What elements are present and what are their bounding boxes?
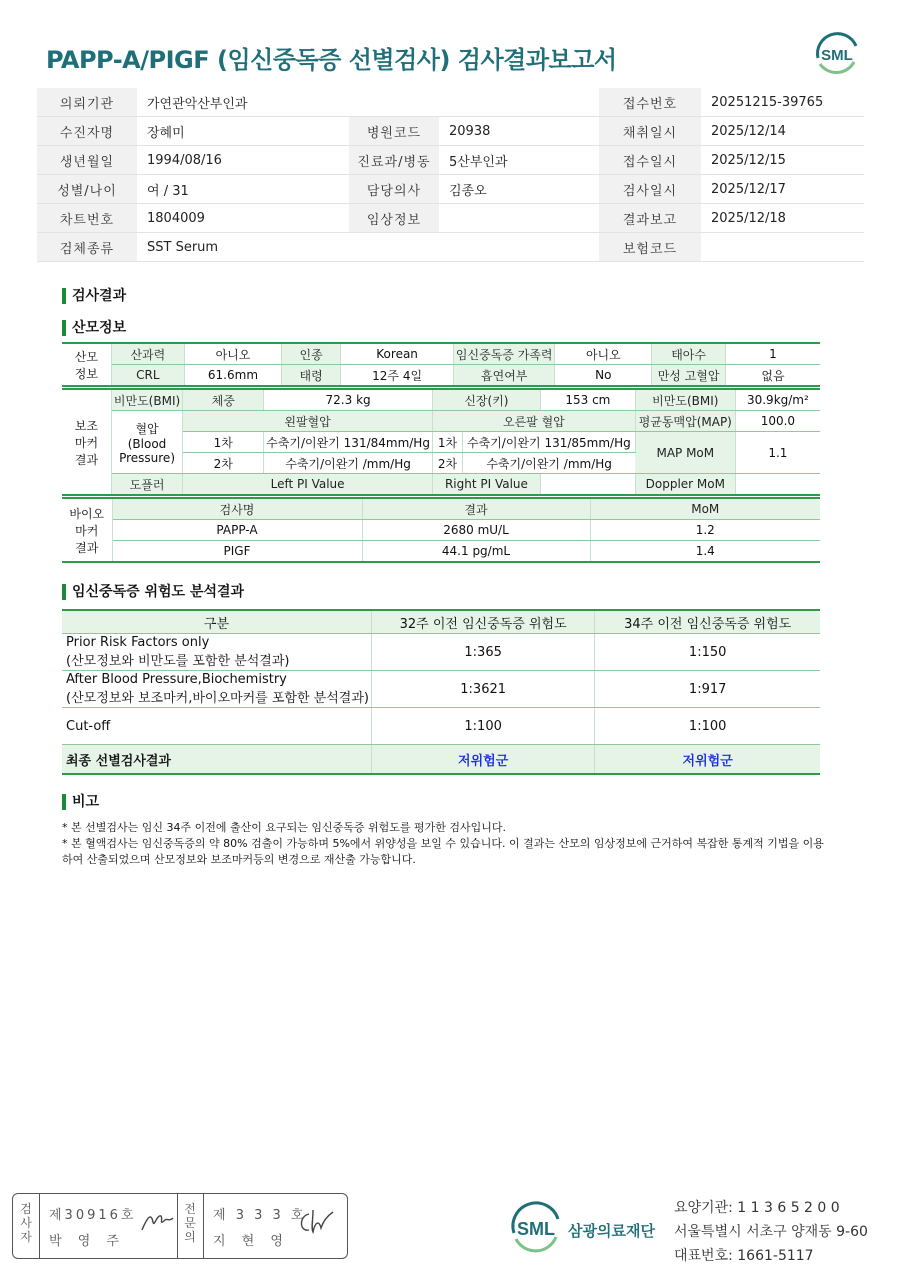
left-second-value (264, 453, 433, 474)
cell: 아니오 (184, 343, 281, 365)
org-street: 서울특별시 서초구 양재동 9-60 (674, 1224, 868, 1240)
cell: 흡연여부 (453, 365, 555, 387)
signature-box (12, 1193, 348, 1259)
org-name: 삼광의료재단 (568, 1222, 655, 1240)
info-label: 수진자명 (37, 117, 137, 146)
bio-marker-table (62, 497, 820, 563)
height-label: 신장(키) (432, 389, 540, 411)
info-value: SST Serum (137, 233, 349, 262)
left-arm-label: 왼팔혈압 (183, 411, 433, 432)
cell: 1 (726, 343, 821, 365)
final-label: 최종 선별검사결과 (62, 745, 371, 775)
table-row (62, 708, 820, 745)
first-label-r: 1차 (432, 432, 462, 453)
info-value: 2025/12/18 (701, 204, 864, 233)
cell: PAPP-A (112, 520, 362, 541)
info-label: 접수번호 (599, 88, 701, 117)
cell: 태령 (281, 365, 340, 387)
second-label-r: 2차 (432, 453, 462, 474)
section-risk-heading: 임신중독증 위험도 분석결과 (62, 584, 244, 600)
info-value: 2025/12/17 (701, 175, 864, 204)
final-result-32: 저위험군 (371, 745, 594, 775)
cell: 44.1 pg/mL (362, 541, 590, 563)
cell: Korean (341, 343, 454, 365)
cell: 1:100 (595, 708, 820, 745)
notes (62, 820, 832, 868)
cell: 2680 mU/L (362, 520, 590, 541)
aux-side-text: 보조 마커 결과 (74, 418, 99, 467)
info-value: 1994/08/16 (137, 146, 349, 175)
info-label: 진료과/병동 (349, 146, 439, 175)
info-value (439, 88, 599, 117)
info-value (439, 204, 599, 233)
info-value: 5산부인과 (439, 146, 599, 175)
cell: 1:150 (595, 634, 820, 671)
info-label: 성별/나이 (37, 175, 137, 204)
info-value: 김종오 (439, 175, 599, 204)
doppler-mom-label: Doppler MoM (635, 474, 735, 496)
maternal-info-table (62, 342, 820, 387)
bio-header: 결과 (362, 498, 590, 520)
info-label: 검체종류 (37, 233, 137, 262)
cell: 산과력 (111, 343, 184, 365)
cell: 없음 (726, 365, 821, 387)
risk-label-line: (산모정보와 보조마커,바이오마커를 포함한 분석결과) (66, 691, 369, 706)
height-value: 153 cm (540, 389, 635, 411)
map-value: 100.0 (735, 411, 820, 432)
examiner-number: 제30916호 (49, 1208, 137, 1223)
weight-value: 72.3 kg (264, 389, 433, 411)
info-label: 검사일시 (599, 175, 701, 204)
table-row (37, 88, 864, 117)
map-mom-value: 1.1 (735, 432, 820, 474)
table-row (37, 146, 864, 175)
right-bp-2: /mm/Hg (563, 456, 612, 471)
risk-header: 32주 이전 임신중독증 위험도 (371, 610, 594, 634)
specialist-signature-icon (297, 1206, 337, 1238)
specialist-name: 지 현 영 (213, 1234, 289, 1249)
right-second-value (462, 453, 635, 474)
table-row (62, 541, 820, 563)
org-code: 요양기관: 1 1 3 6 5 2 0 0 (674, 1200, 840, 1216)
table-row (37, 204, 864, 233)
map-label: 평균동맥압(MAP) (635, 411, 735, 432)
info-label (349, 233, 439, 262)
bp-label (111, 411, 182, 474)
examiner-label: 검 사 자 (20, 1202, 32, 1244)
info-label: 담당의사 (349, 175, 439, 204)
maternal-side-label (62, 343, 111, 386)
specialist-number: 제 3 3 3 호 (213, 1208, 307, 1223)
page-title: PAPP-A/PIGF (임신중독증 선별검사) 검사결과보고서 (46, 46, 617, 74)
risk-label-line: Prior Risk Factors only (66, 635, 210, 650)
cell: 1:3621 (371, 671, 594, 708)
second-label: 2차 (183, 453, 264, 474)
info-label: 채취일시 (599, 117, 701, 146)
org-address (674, 1196, 868, 1268)
cell: 만성 고혈압 (652, 365, 726, 387)
right-pi-value (540, 474, 635, 496)
patient-info-table (37, 88, 864, 262)
bio-header: 검사명 (112, 498, 362, 520)
cell: 1:100 (371, 708, 594, 745)
cell: 12주 4일 (341, 365, 454, 387)
sys-dia-label: 수축기/이완기 (285, 456, 359, 471)
info-value: 2025/12/15 (701, 146, 864, 175)
info-label: 결과보고 (599, 204, 701, 233)
info-label: 보험코드 (599, 233, 701, 262)
doppler-label: 도플러 (111, 474, 182, 496)
right-bp-1: 131/85mm/Hg (544, 435, 631, 450)
info-value (701, 233, 864, 262)
right-arm-label: 오른팔 혈압 (432, 411, 635, 432)
info-label: 차트번호 (37, 204, 137, 233)
cell: 1.4 (590, 541, 820, 563)
info-value: 20938 (439, 117, 599, 146)
sys-dia-label: 수축기/이완기 (266, 435, 340, 450)
cell: No (555, 365, 652, 387)
section-notes-heading: 비고 (62, 794, 99, 810)
specialist-label: 전 문 의 (184, 1202, 196, 1244)
info-label (349, 88, 439, 117)
org-phone: 대표번호: 1661-5117 (674, 1248, 814, 1264)
table-row (62, 634, 820, 671)
table-row (62, 520, 820, 541)
info-value: 1804009 (137, 204, 349, 233)
sys-dia-label: 수축기/이완기 (467, 435, 541, 450)
risk-label-line: After Blood Pressure,Biochemistry (66, 672, 287, 687)
cell: CRL (111, 365, 184, 387)
info-value: 2025/12/14 (701, 117, 864, 146)
weight-label: 체중 (183, 389, 264, 411)
risk-label (62, 634, 371, 671)
info-value: 가연관악산부인과 (137, 88, 349, 117)
left-bp-2: /mm/Hg (362, 456, 411, 471)
logo-text: SML (821, 47, 853, 64)
sml-org-logo-icon (508, 1199, 564, 1255)
table-row (37, 233, 864, 262)
final-result-34: 저위험군 (595, 745, 820, 775)
risk-label: Cut-off (62, 708, 371, 745)
table-row (37, 117, 864, 146)
cell: 인종 (281, 343, 340, 365)
examiner-name: 박 영 주 (49, 1234, 125, 1249)
cell: 1:365 (371, 634, 594, 671)
bp-label-text: 혈압 (Blood Pressure) (119, 421, 175, 465)
left-first-value (264, 432, 433, 453)
risk-table (62, 609, 820, 775)
doppler-mom-value (735, 474, 820, 496)
info-label: 생년월일 (37, 146, 137, 175)
risk-header: 34주 이전 임신중독증 위험도 (595, 610, 820, 634)
bmi-value: 30.9kg/m² (735, 389, 820, 411)
info-value: 여 / 31 (137, 175, 349, 204)
cell: PIGF (112, 541, 362, 563)
cell: 1.2 (590, 520, 820, 541)
right-pi-label: Right PI Value (432, 474, 540, 496)
bio-side-label (62, 498, 112, 562)
info-label: 의뢰기관 (37, 88, 137, 117)
right-first-value (462, 432, 635, 453)
examiner-signature-icon (139, 1208, 175, 1236)
maternal-side-text: 산모 정보 (74, 349, 98, 381)
bio-header: MoM (590, 498, 820, 520)
org-logo-text: SML (517, 1219, 555, 1239)
cell: 아니오 (555, 343, 652, 365)
section-results-heading: 검사결과 (62, 288, 126, 304)
info-value: 20251215-39765 (701, 88, 864, 117)
sys-dia-label: 수축기/이완기 (486, 456, 560, 471)
bmi-label-2: 비만도(BMI) (635, 389, 735, 411)
risk-label-line: (산모정보와 비만도를 포함한 분석결과) (66, 654, 290, 669)
table-row (62, 671, 820, 708)
info-value (439, 233, 599, 262)
risk-header: 구분 (62, 610, 371, 634)
info-label: 접수일시 (599, 146, 701, 175)
aux-marker-table (62, 388, 820, 496)
bmi-label: 비만도(BMI) (111, 389, 182, 411)
cell: 태아수 (652, 343, 726, 365)
left-pi-label: Left PI Value (183, 474, 433, 496)
aux-side-label (62, 389, 111, 495)
info-label: 병원코드 (349, 117, 439, 146)
bio-side-text: 바이오 마커 결과 (69, 506, 105, 555)
risk-label (62, 671, 371, 708)
section-maternal-heading: 산모정보 (62, 320, 126, 336)
table-row (37, 175, 864, 204)
first-label: 1차 (183, 432, 264, 453)
note-line: * 본 혈액검사는 임신중독증의 약 80% 검출이 가능하며 5%에서 위양성을 보일 수 있습니다. 이 결과는 산모의 임상정보에 근거하여 복잡한 통계적 기법을 이용하여 산출되었으며 산모정보와 보조마커등의 변경으로 재산출 가능합니다. (62, 837, 824, 866)
map-mom-label: MAP MoM (635, 432, 735, 474)
info-value: 장혜미 (137, 117, 349, 146)
table-row (62, 745, 820, 775)
left-bp-1: 131/84mm/Hg (343, 435, 430, 450)
info-label: 임상정보 (349, 204, 439, 233)
cell: 61.6mm (184, 365, 281, 387)
note-line: * 본 선별검사는 임신 34주 이전에 출산이 요구되는 임신중독증 위험도를 평가한 검사입니다. (62, 821, 506, 834)
cell: 1:917 (595, 671, 820, 708)
cell: 임신중독증 가족력 (453, 343, 555, 365)
sml-logo-icon (812, 28, 862, 78)
